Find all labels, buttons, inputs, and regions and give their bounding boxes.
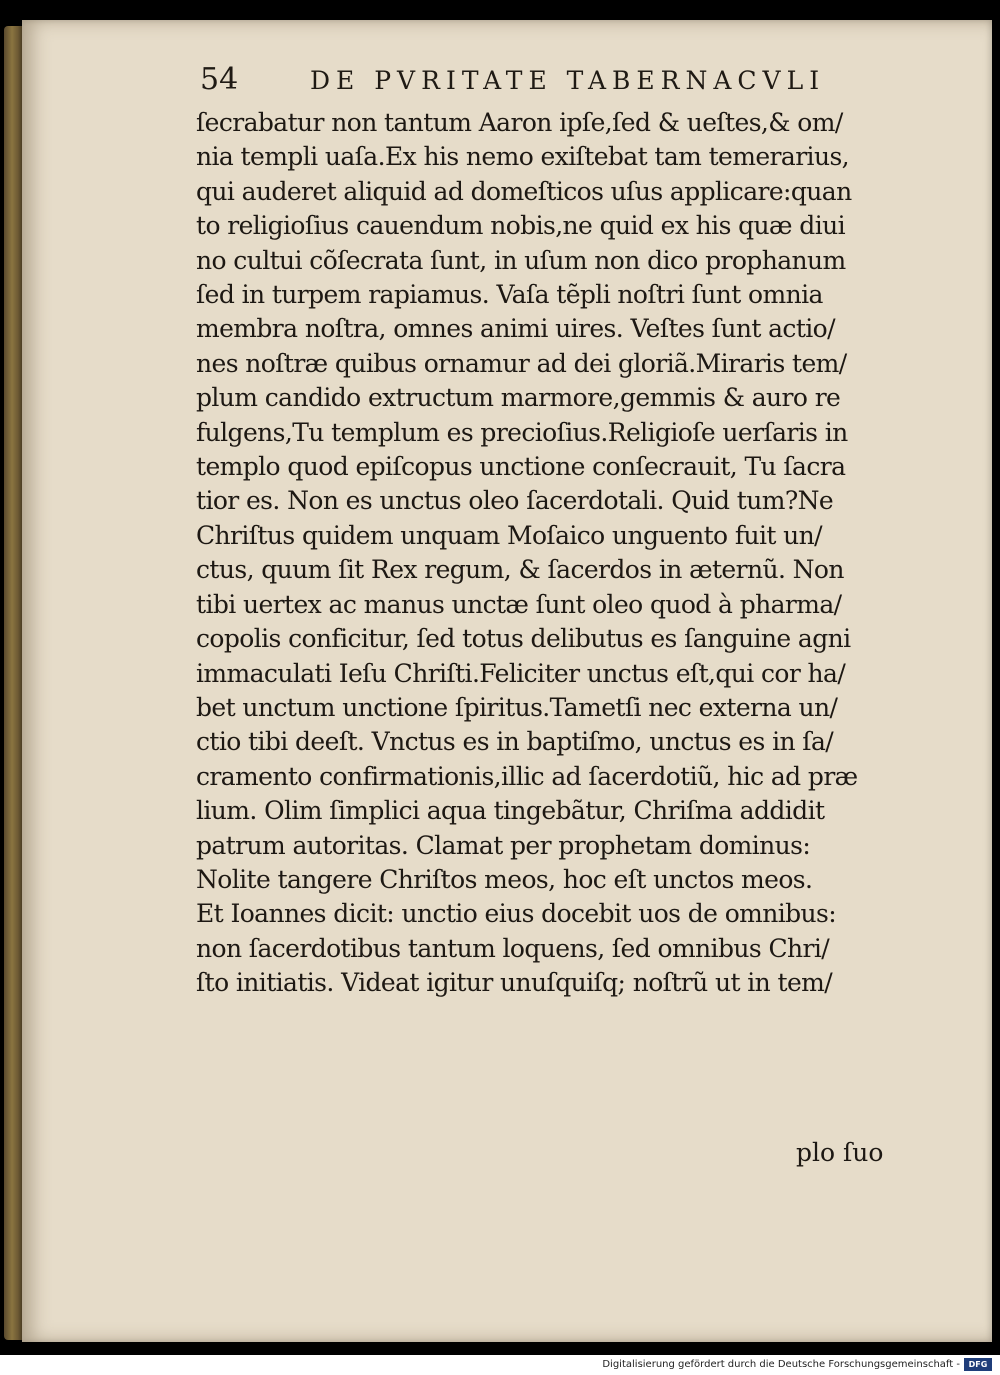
text-line: templo quod epiſcopus unctione conſecrauit, Tu ſacra — [196, 452, 846, 482]
text-line: no cultui cõſecrata ſunt, in uſum non dico prophanum — [196, 245, 846, 275]
text-line: tior es. Non es unctus oleo ſacerdotali. Quid tum?Ne — [196, 486, 834, 516]
text-line: ſecrabatur non tantum Aaron ipſe,ſed & ueſtes,& om/ — [196, 108, 843, 137]
book-spine-edge — [4, 26, 24, 1340]
page-number: 54 — [200, 62, 239, 97]
text-line: membra noſtra, omnes animi uires. Veſtes ſunt actio/ — [196, 314, 835, 344]
text-line: ctio tibi deeſt. Vnctus es in baptiſmo, unctus es in ſa/ — [196, 727, 834, 757]
text-line: tibi uertex ac manus unctæ ſunt oleo quod à pharma/ — [196, 589, 842, 619]
running-title: DE PVRITATE TABERNACVLI — [310, 66, 826, 95]
text-line: bet unctum unctione ſpiritus.Tametſi nec externa un/ — [196, 692, 838, 722]
page-header — [200, 62, 900, 112]
digitization-credit: Digitalisierung gefördert durch die Deutsche Forschungsgemeinschaft - — [602, 1359, 960, 1370]
catchword: plo ſuo — [796, 1138, 884, 1167]
text-line: ſed in turpem rapiamus. Vaſa tẽpli noſtri ſunt omnia — [196, 280, 823, 310]
text-line: to religioſius cauendum nobis,ne quid ex his quæ diui — [196, 211, 845, 241]
text-line: copolis conficitur, ſed totus delibutus es ſanguine agni — [196, 624, 851, 654]
dfg-logo: DFG — [964, 1358, 992, 1371]
text-line: ctus, quum ſit Rex regum, & ſacerdos in æternũ. Non — [196, 555, 844, 585]
text-line: Et Ioannes dicit: unctio eius docebit uos de omnibus: — [196, 899, 837, 929]
text-line: Chriſtus quidem unquam Moſaico unguento fuit un/ — [196, 520, 822, 550]
text-line: patrum autoritas. Clamat per prophetam dominus: — [196, 830, 811, 860]
text-line: ſto initiatis. Videat igitur unuſquiſq; noſtrũ ut in tem/ — [196, 968, 833, 998]
text-line: Nolite tangere Chriſtos meos, hoc eſt unctos meos. — [196, 864, 813, 894]
text-line: plum candido extructum marmore,gemmis & auro re — [196, 383, 841, 413]
text-line: non ſacerdotibus tantum loquens, ſed omnibus Chri/ — [196, 933, 830, 963]
text-line: fulgens,Tu templum es precioſius.Religioſe uerſaris in — [196, 417, 848, 447]
text-line: nia templi uaſa.Ex his nemo exiſtebat tam temerarius, — [196, 142, 850, 172]
text-line: qui auderet aliquid ad domeſticos uſus applicare:quan — [196, 176, 852, 206]
text-line: cramento confirmationis,illic ad ſacerdotiũ, hic ad præ — [196, 761, 858, 791]
body-text — [196, 106, 896, 1001]
text-line: nes noſtræ quibus ornamur ad dei gloriã.Miraris tem/ — [196, 348, 847, 378]
text-line: lium. Olim ſimplici aqua tingebãtur, Chriſma addidit — [196, 796, 825, 826]
text-line: immaculati Ieſu Chriſti.Feliciter unctus eſt,qui cor ha/ — [196, 658, 846, 688]
